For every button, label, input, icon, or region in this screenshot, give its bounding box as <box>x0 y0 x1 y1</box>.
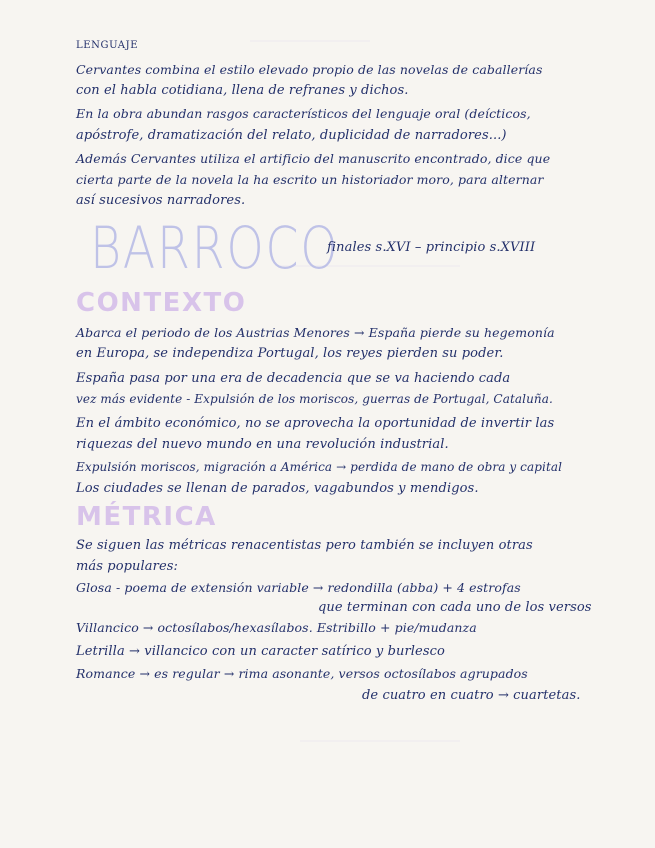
metrica-line: de cuatro en cuatro → cuartetas. <box>362 688 581 703</box>
lenguaje-heading: LENGUAJE <box>76 40 139 51</box>
metrica-line: más populares: <box>76 559 178 574</box>
contexto-line: vez más evidente - Expulsión de los moriscos, guerras de Portugal, Cataluña. <box>76 392 553 406</box>
bleed-through-mark <box>250 40 370 42</box>
contexto-line: en Europa, se independiza Portugal, los reyes pierden su poder. <box>76 346 504 361</box>
lenguaje-line: En la obra abundan rasgos característicos del lenguaje oral (deícticos, <box>76 106 531 121</box>
lenguaje-line: con el habla cotidiana, llena de refranes y dichos. <box>76 83 409 98</box>
metrica-line: Glosa - poema de extensión variable → redondilla (abba) + 4 estrofas <box>76 580 521 595</box>
lenguaje-line: Cervantes combina el estilo elevado propio de las novelas de caballerías <box>76 62 543 77</box>
barroco-subtitle: finales s.XVI – principio s.XVIII <box>327 240 536 255</box>
metrica-line: Letrilla → villancico con un caracter satírico y burlesco <box>76 644 445 659</box>
metrica-line: Se siguen las métricas renacentistas pero también se incluyen otras <box>76 538 533 553</box>
metrica-line: Romance → es regular → rima asonante, versos octosílabos agrupados <box>76 666 528 681</box>
contexto-line: España pasa por una era de decadencia que se va haciendo cada <box>76 371 511 386</box>
metrica-line: Villancico → octosílabos/hexasílabos. Estribillo + pie/mudanza <box>76 620 477 635</box>
contexto-line: Los ciudades se llenan de parados, vagabundos y mendigos. <box>76 481 479 496</box>
contexto-heading: CONTEXTO <box>76 288 247 318</box>
metrica-line: que terminan con cada uno de los versos <box>318 600 592 615</box>
lenguaje-line: apóstrofe, dramatización del relato, duplicidad de narradores...) <box>76 128 507 143</box>
contexto-line: En el ámbito económico, no se aprovecha la oportunidad de invertir las <box>76 416 555 431</box>
lenguaje-line: así sucesivos narradores. <box>76 193 246 208</box>
lenguaje-line: cierta parte de la novela la ha escrito un historiador moro, para alternar <box>76 172 544 187</box>
contexto-line: riquezas del nuevo mundo en una revolución industrial. <box>76 437 449 452</box>
bleed-through-mark <box>300 740 460 742</box>
contexto-line: Expulsión moriscos, migración a América → perdida de mano de obra y capital <box>76 460 563 474</box>
barroco-title: BARROCO <box>90 214 340 282</box>
metrica-heading: MÉTRICA <box>76 502 217 532</box>
lenguaje-line: Además Cervantes utiliza el artificio del manuscrito encontrado, dice que <box>76 151 551 166</box>
contexto-line: Abarca el periodo de los Austrias Menores → España pierde su hegemonía <box>76 325 555 340</box>
